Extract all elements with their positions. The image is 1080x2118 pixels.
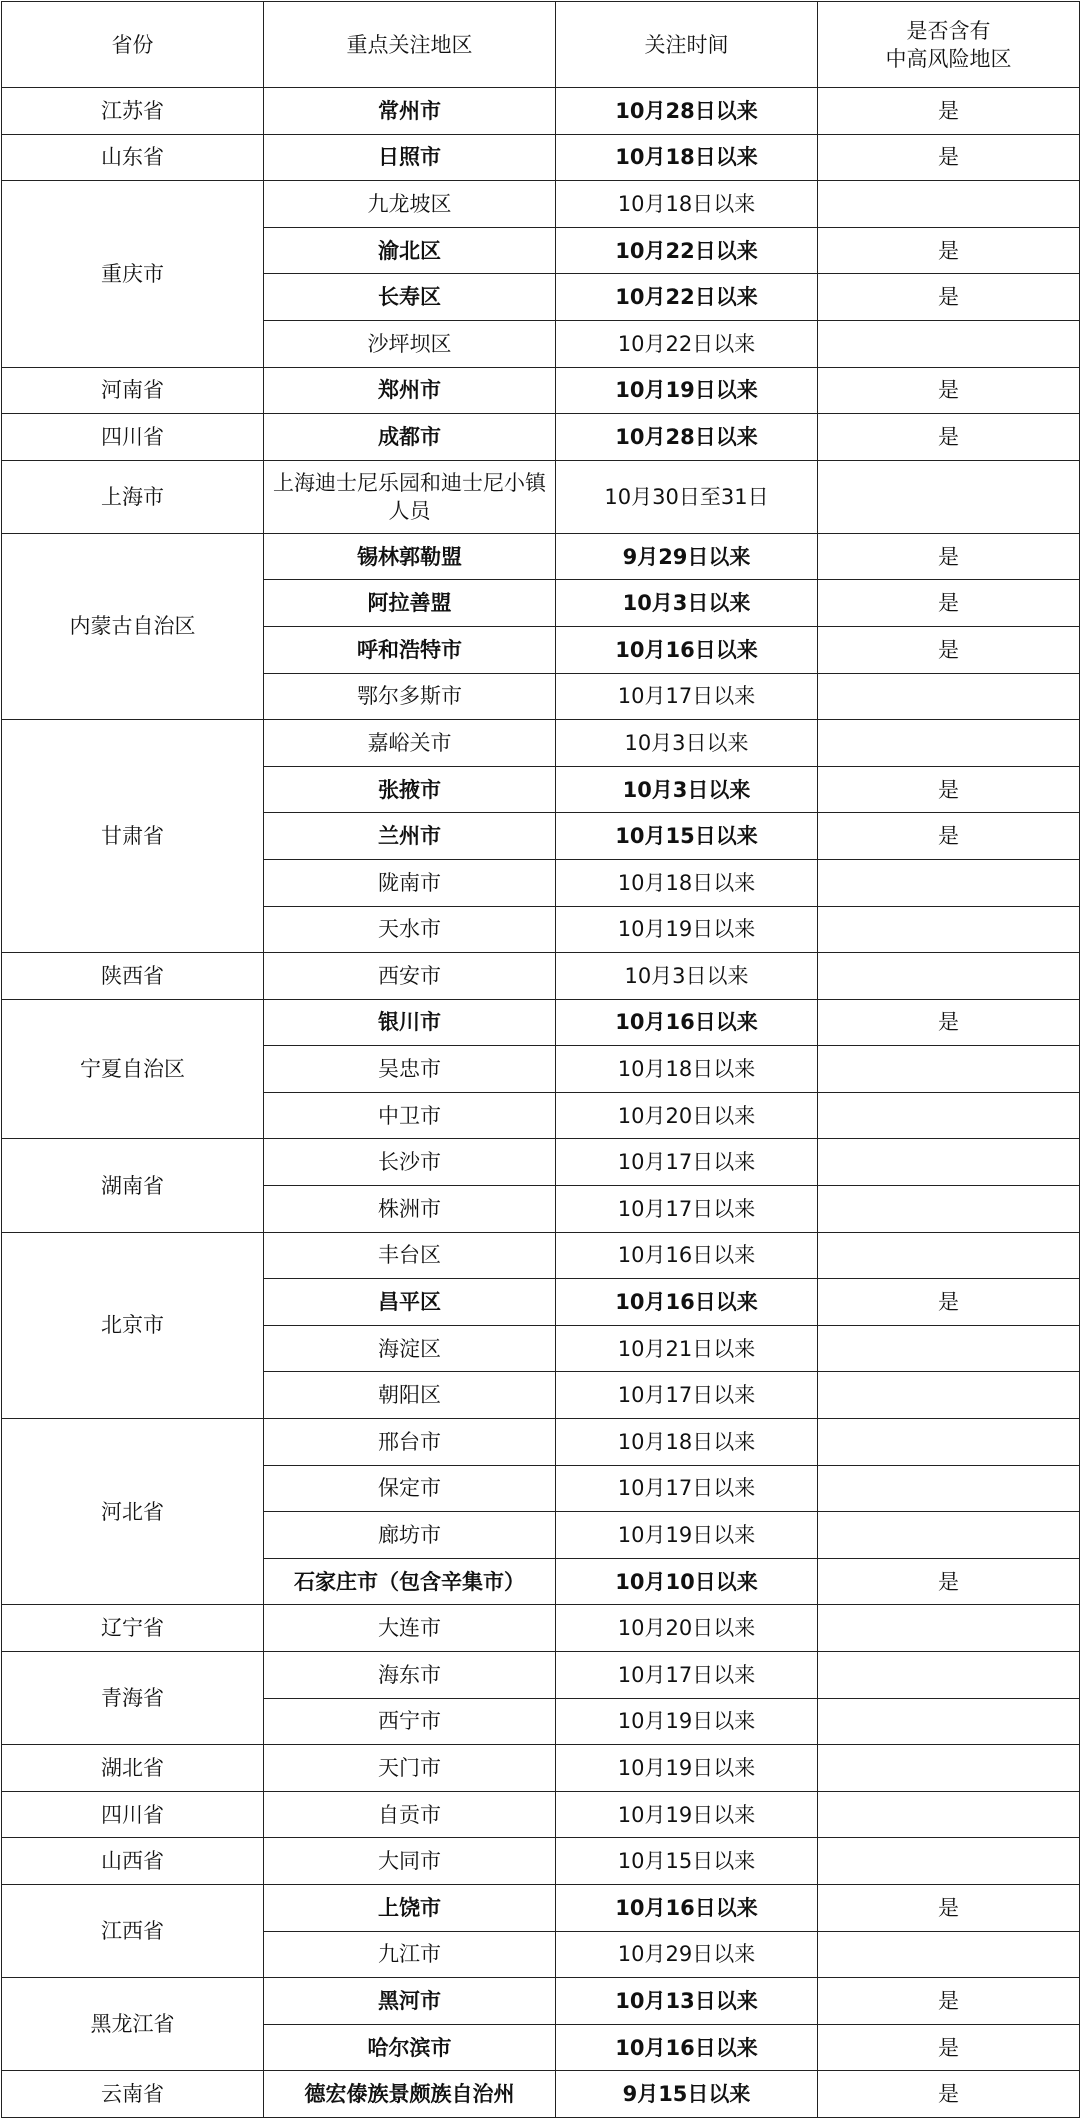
risk-cell: 是 bbox=[818, 1558, 1080, 1605]
time-cell: 10月18日以来 bbox=[556, 859, 818, 906]
header-province: 省份 bbox=[2, 2, 264, 88]
risk-cell bbox=[818, 1652, 1080, 1699]
time-cell: 10月19日以来 bbox=[556, 1512, 818, 1559]
table-row bbox=[2, 367, 1080, 414]
province-cell: 河南省 bbox=[2, 367, 264, 414]
area-cell: 中卫市 bbox=[264, 1092, 556, 1139]
table-row bbox=[2, 1139, 1080, 1186]
time-cell: 10月19日以来 bbox=[556, 1791, 818, 1838]
time-cell: 10月21日以来 bbox=[556, 1325, 818, 1372]
header-risk-line1: 是否含有 bbox=[906, 18, 991, 43]
area-cell: 郑州市 bbox=[264, 367, 556, 414]
risk-cell: 是 bbox=[818, 88, 1080, 135]
province-cell: 上海市 bbox=[2, 460, 264, 533]
area-cell: 自贡市 bbox=[264, 1791, 556, 1838]
area-cell: 邢台市 bbox=[264, 1419, 556, 1466]
area-cell: 大连市 bbox=[264, 1605, 556, 1652]
time-cell: 10月16日以来 bbox=[556, 2024, 818, 2071]
header-area: 重点关注地区 bbox=[264, 2, 556, 88]
risk-cell bbox=[818, 1419, 1080, 1466]
province-cell: 云南省 bbox=[2, 2071, 264, 2118]
province-cell: 北京市 bbox=[2, 1232, 264, 1418]
risk-cell: 是 bbox=[818, 533, 1080, 580]
table-row bbox=[2, 414, 1080, 461]
time-cell: 10月17日以来 bbox=[556, 1139, 818, 1186]
time-cell: 10月17日以来 bbox=[556, 1465, 818, 1512]
province-cell: 江西省 bbox=[2, 1884, 264, 1977]
risk-cell bbox=[818, 1325, 1080, 1372]
risk-cell bbox=[818, 320, 1080, 367]
time-cell: 10月10日以来 bbox=[556, 1558, 818, 1605]
area-cell: 嘉峪关市 bbox=[264, 720, 556, 767]
time-cell: 10月18日以来 bbox=[556, 1046, 818, 1093]
table-row bbox=[2, 1419, 1080, 1466]
risk-cell bbox=[818, 953, 1080, 1000]
area-cell: 上饶市 bbox=[264, 1884, 556, 1931]
risk-cell: 是 bbox=[818, 134, 1080, 181]
province-cell: 江苏省 bbox=[2, 88, 264, 135]
risk-cell bbox=[818, 1791, 1080, 1838]
time-cell: 10月16日以来 bbox=[556, 999, 818, 1046]
risk-cell: 是 bbox=[818, 367, 1080, 414]
area-cell: 上海迪士尼乐园和迪士尼小镇人员 bbox=[264, 460, 556, 533]
risk-cell bbox=[818, 906, 1080, 953]
table-row bbox=[2, 1652, 1080, 1699]
table-row bbox=[2, 533, 1080, 580]
area-cell: 哈尔滨市 bbox=[264, 2024, 556, 2071]
area-cell: 西宁市 bbox=[264, 1698, 556, 1745]
area-cell: 九江市 bbox=[264, 1931, 556, 1978]
time-cell: 10月17日以来 bbox=[556, 673, 818, 720]
area-cell: 天水市 bbox=[264, 906, 556, 953]
risk-cell bbox=[818, 460, 1080, 533]
table-row bbox=[2, 953, 1080, 1000]
area-cell: 长寿区 bbox=[264, 274, 556, 321]
province-cell: 四川省 bbox=[2, 1791, 264, 1838]
province-cell: 青海省 bbox=[2, 1652, 264, 1745]
area-cell: 银川市 bbox=[264, 999, 556, 1046]
time-cell: 10月3日以来 bbox=[556, 720, 818, 767]
time-cell: 10月3日以来 bbox=[556, 953, 818, 1000]
time-cell: 10月19日以来 bbox=[556, 1698, 818, 1745]
risk-cell: 是 bbox=[818, 1884, 1080, 1931]
time-cell: 10月18日以来 bbox=[556, 181, 818, 228]
time-cell: 10月15日以来 bbox=[556, 1838, 818, 1885]
time-cell: 10月16日以来 bbox=[556, 626, 818, 673]
time-cell: 10月16日以来 bbox=[556, 1232, 818, 1279]
header-risk bbox=[818, 2, 1080, 88]
area-cell: 德宏傣族景颇族自治州 bbox=[264, 2071, 556, 2118]
province-cell: 湖北省 bbox=[2, 1745, 264, 1792]
area-cell: 海淀区 bbox=[264, 1325, 556, 1372]
time-cell: 10月18日以来 bbox=[556, 1419, 818, 1466]
area-cell: 陇南市 bbox=[264, 859, 556, 906]
area-cell: 兰州市 bbox=[264, 813, 556, 860]
table-row bbox=[2, 1232, 1080, 1279]
table-row bbox=[2, 720, 1080, 767]
risk-cell: 是 bbox=[818, 1279, 1080, 1326]
province-cell: 山东省 bbox=[2, 134, 264, 181]
province-cell: 黑龙江省 bbox=[2, 1978, 264, 2071]
area-cell: 成都市 bbox=[264, 414, 556, 461]
risk-cell: 是 bbox=[818, 999, 1080, 1046]
province-cell: 内蒙古自治区 bbox=[2, 533, 264, 719]
time-cell: 10月16日以来 bbox=[556, 1279, 818, 1326]
area-cell: 西安市 bbox=[264, 953, 556, 1000]
header-risk-line2: 中高风险地区 bbox=[885, 46, 1012, 71]
table-row bbox=[2, 181, 1080, 228]
table-row bbox=[2, 460, 1080, 533]
province-cell: 辽宁省 bbox=[2, 1605, 264, 1652]
time-cell: 10月18日以来 bbox=[556, 134, 818, 181]
province-cell: 陕西省 bbox=[2, 953, 264, 1000]
area-cell: 锡林郭勒盟 bbox=[264, 533, 556, 580]
risk-cell: 是 bbox=[818, 274, 1080, 321]
province-cell: 甘肃省 bbox=[2, 720, 264, 953]
time-cell: 9月29日以来 bbox=[556, 533, 818, 580]
time-cell: 10月17日以来 bbox=[556, 1372, 818, 1419]
risk-cell: 是 bbox=[818, 813, 1080, 860]
area-cell: 日照市 bbox=[264, 134, 556, 181]
time-cell: 10月17日以来 bbox=[556, 1186, 818, 1233]
risk-cell: 是 bbox=[818, 2024, 1080, 2071]
risk-cell bbox=[818, 720, 1080, 767]
time-cell: 10月22日以来 bbox=[556, 274, 818, 321]
risk-cell bbox=[818, 1698, 1080, 1745]
time-cell: 10月16日以来 bbox=[556, 1884, 818, 1931]
risk-cell bbox=[818, 1186, 1080, 1233]
risk-cell bbox=[818, 1838, 1080, 1885]
time-cell: 10月19日以来 bbox=[556, 1745, 818, 1792]
time-cell: 10月17日以来 bbox=[556, 1652, 818, 1699]
time-cell: 10月28日以来 bbox=[556, 88, 818, 135]
risk-cell bbox=[818, 673, 1080, 720]
risk-cell: 是 bbox=[818, 580, 1080, 627]
risk-cell bbox=[818, 1372, 1080, 1419]
time-cell: 10月19日以来 bbox=[556, 906, 818, 953]
table-row bbox=[2, 1884, 1080, 1931]
table-row bbox=[2, 2071, 1080, 2118]
table-row bbox=[2, 1605, 1080, 1652]
table-row bbox=[2, 999, 1080, 1046]
area-cell: 朝阳区 bbox=[264, 1372, 556, 1419]
province-cell: 湖南省 bbox=[2, 1139, 264, 1232]
area-cell: 海东市 bbox=[264, 1652, 556, 1699]
area-cell: 黑河市 bbox=[264, 1978, 556, 2025]
table-row bbox=[2, 1978, 1080, 2025]
risk-cell: 是 bbox=[818, 626, 1080, 673]
area-cell: 吴忠市 bbox=[264, 1046, 556, 1093]
risk-cell bbox=[818, 1605, 1080, 1652]
risk-cell bbox=[818, 859, 1080, 906]
time-cell: 10月28日以来 bbox=[556, 414, 818, 461]
time-cell: 10月29日以来 bbox=[556, 1931, 818, 1978]
province-cell: 河北省 bbox=[2, 1419, 264, 1605]
area-cell: 廊坊市 bbox=[264, 1512, 556, 1559]
risk-cell bbox=[818, 1139, 1080, 1186]
area-cell: 沙坪坝区 bbox=[264, 320, 556, 367]
risk-cell bbox=[818, 1092, 1080, 1139]
time-cell: 10月13日以来 bbox=[556, 1978, 818, 2025]
table-row bbox=[2, 88, 1080, 135]
time-cell: 10月22日以来 bbox=[556, 320, 818, 367]
time-cell: 9月15日以来 bbox=[556, 2071, 818, 2118]
area-cell: 呼和浩特市 bbox=[264, 626, 556, 673]
time-cell: 10月30日至31日 bbox=[556, 460, 818, 533]
risk-cell bbox=[818, 1046, 1080, 1093]
risk-cell bbox=[818, 1232, 1080, 1279]
time-cell: 10月19日以来 bbox=[556, 367, 818, 414]
risk-cell bbox=[818, 1512, 1080, 1559]
time-cell: 10月3日以来 bbox=[556, 766, 818, 813]
area-cell: 昌平区 bbox=[264, 1279, 556, 1326]
table-row bbox=[2, 1838, 1080, 1885]
risk-area-table bbox=[1, 1, 1080, 2118]
risk-cell bbox=[818, 1465, 1080, 1512]
area-cell: 九龙坡区 bbox=[264, 181, 556, 228]
area-cell: 大同市 bbox=[264, 1838, 556, 1885]
area-cell: 渝北区 bbox=[264, 227, 556, 274]
province-cell: 四川省 bbox=[2, 414, 264, 461]
header-time: 关注时间 bbox=[556, 2, 818, 88]
risk-cell: 是 bbox=[818, 1978, 1080, 2025]
area-cell: 鄂尔多斯市 bbox=[264, 673, 556, 720]
time-cell: 10月20日以来 bbox=[556, 1092, 818, 1139]
time-cell: 10月20日以来 bbox=[556, 1605, 818, 1652]
table-row bbox=[2, 134, 1080, 181]
area-cell: 株洲市 bbox=[264, 1186, 556, 1233]
risk-cell: 是 bbox=[818, 766, 1080, 813]
province-cell: 宁夏自治区 bbox=[2, 999, 264, 1139]
area-cell: 阿拉善盟 bbox=[264, 580, 556, 627]
time-cell: 10月22日以来 bbox=[556, 227, 818, 274]
area-cell: 张掖市 bbox=[264, 766, 556, 813]
province-cell: 重庆市 bbox=[2, 181, 264, 367]
time-cell: 10月15日以来 bbox=[556, 813, 818, 860]
province-cell: 山西省 bbox=[2, 1838, 264, 1885]
area-cell: 长沙市 bbox=[264, 1139, 556, 1186]
area-cell: 石家庄市（包含辛集市） bbox=[264, 1558, 556, 1605]
area-cell: 常州市 bbox=[264, 88, 556, 135]
area-cell: 丰台区 bbox=[264, 1232, 556, 1279]
table-row bbox=[2, 1791, 1080, 1838]
risk-cell: 是 bbox=[818, 227, 1080, 274]
time-cell: 10月3日以来 bbox=[556, 580, 818, 627]
risk-cell: 是 bbox=[818, 414, 1080, 461]
table-header-row bbox=[2, 2, 1080, 88]
risk-cell bbox=[818, 1745, 1080, 1792]
table-row bbox=[2, 1745, 1080, 1792]
risk-cell bbox=[818, 1931, 1080, 1978]
risk-cell bbox=[818, 181, 1080, 228]
risk-cell: 是 bbox=[818, 2071, 1080, 2118]
area-cell: 天门市 bbox=[264, 1745, 556, 1792]
area-cell: 保定市 bbox=[264, 1465, 556, 1512]
